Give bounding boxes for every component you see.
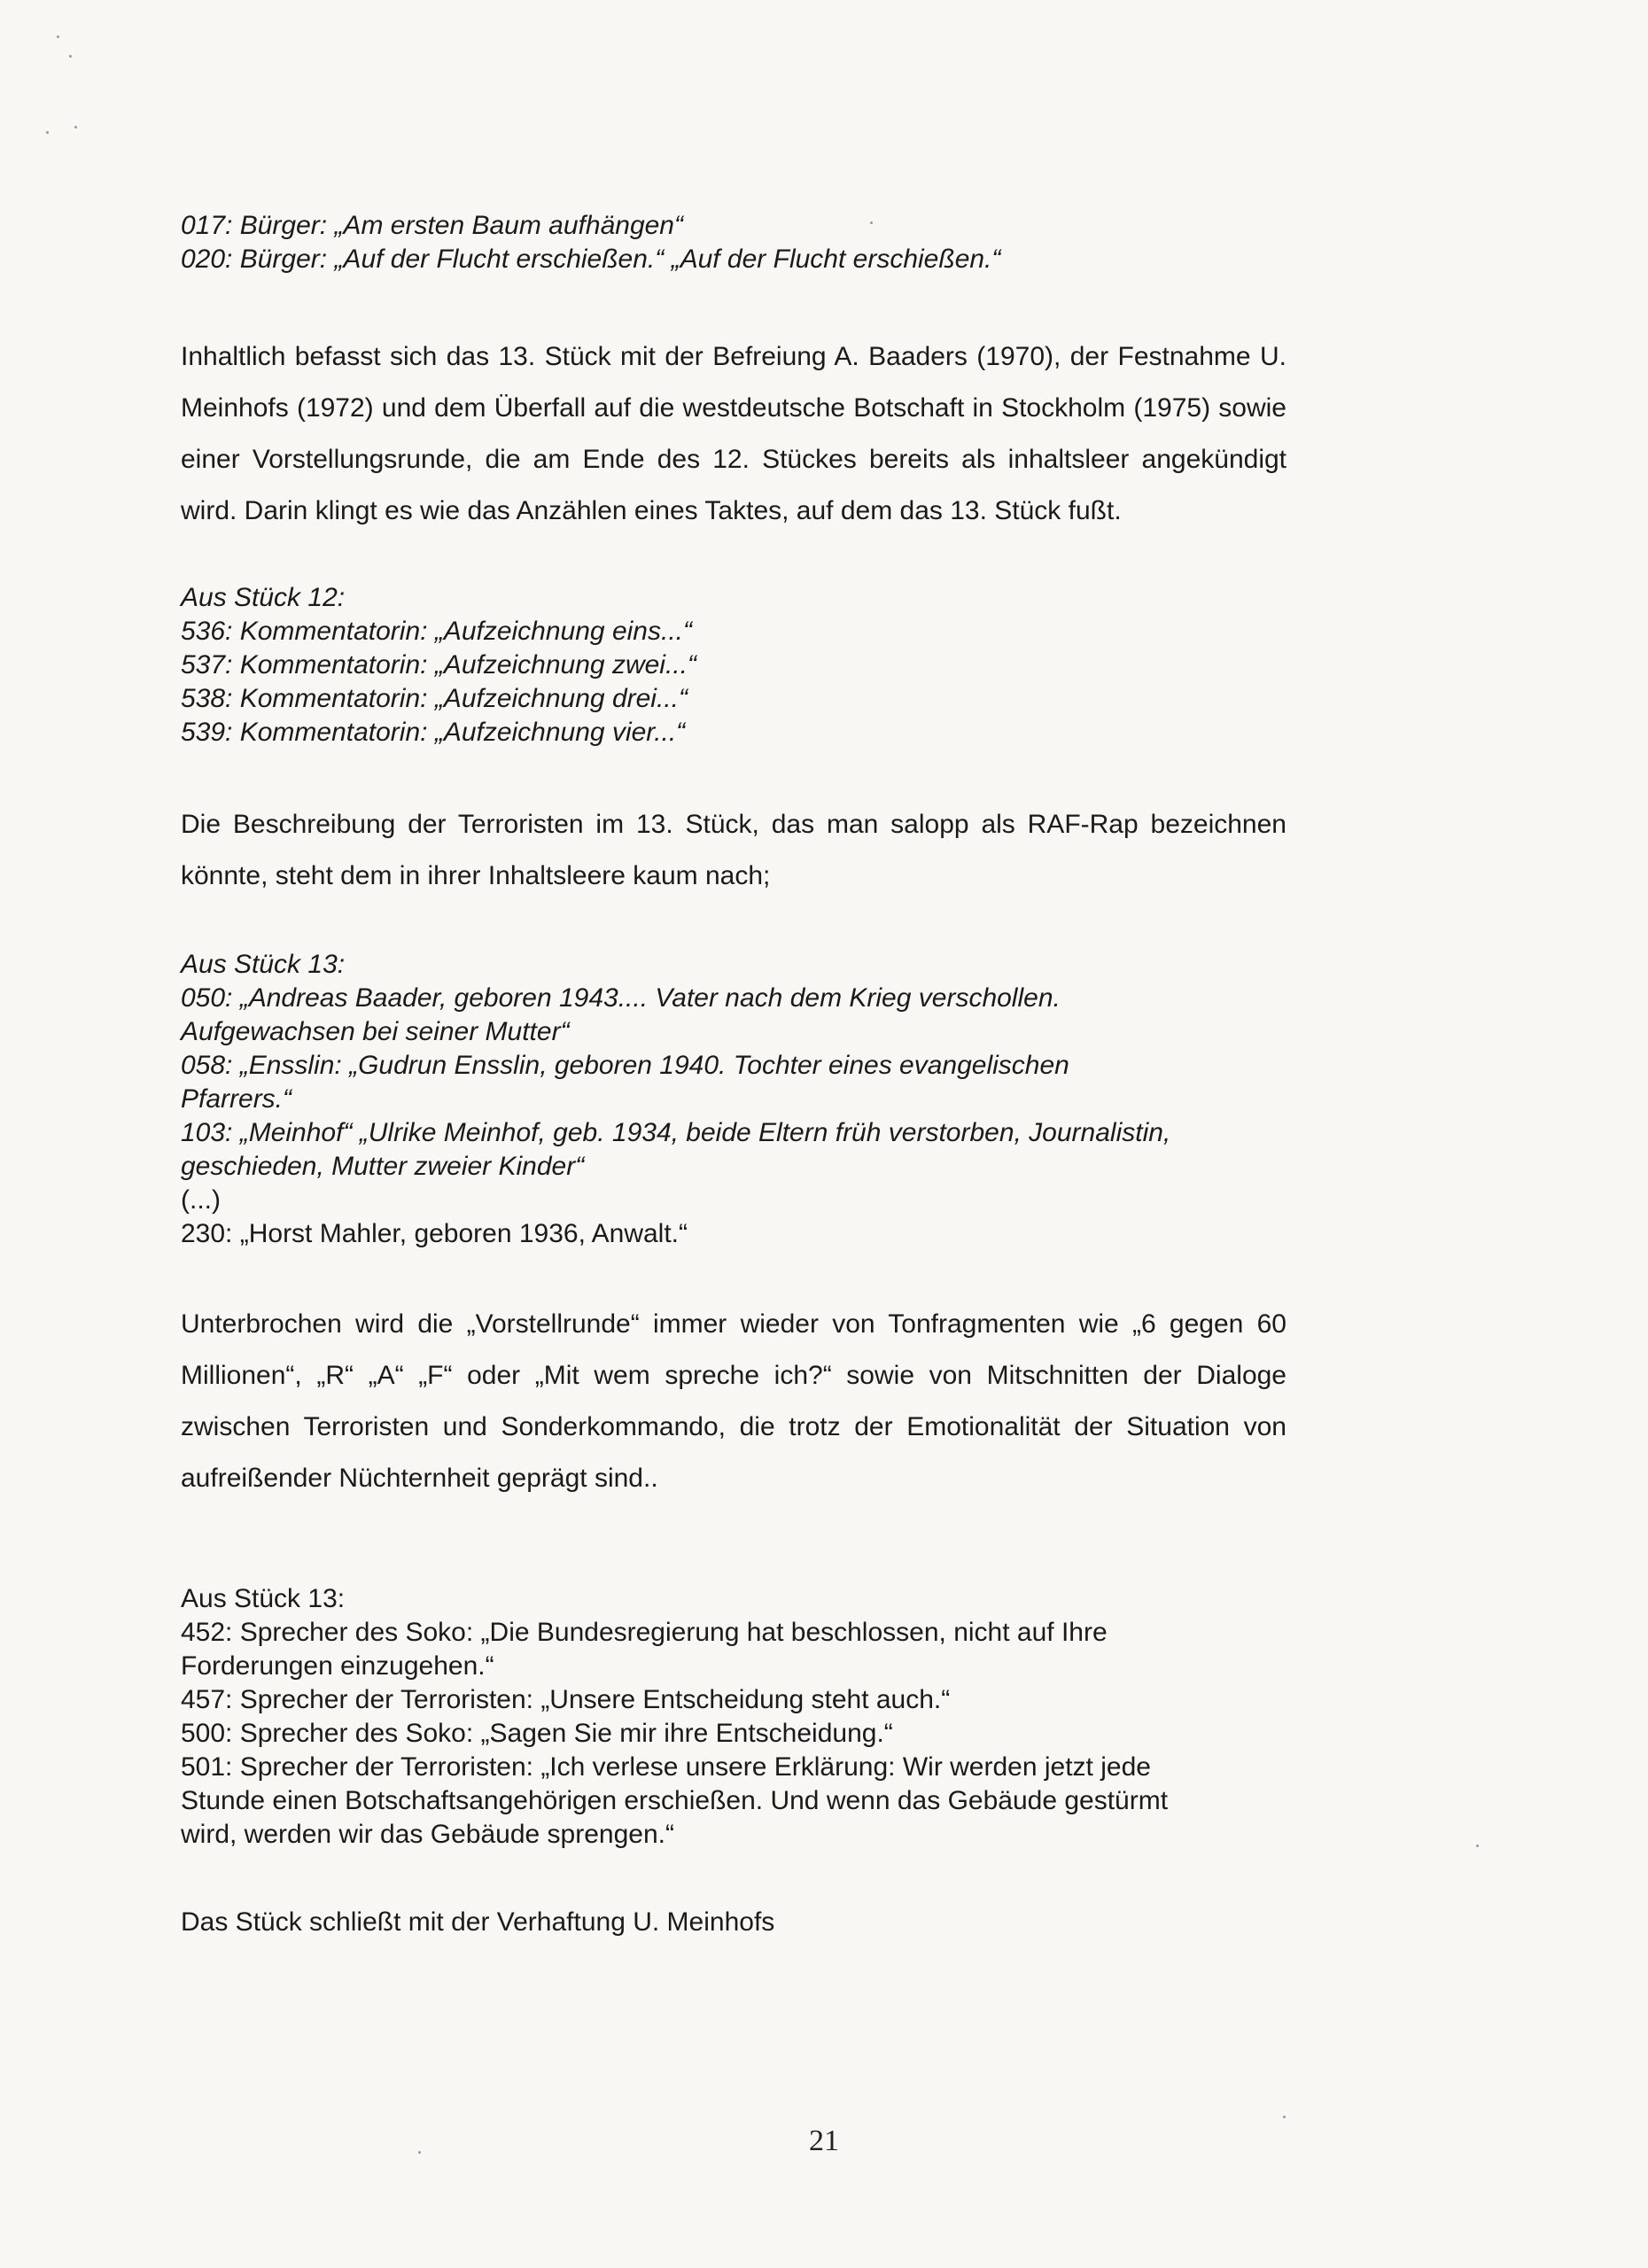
quote-line: 452: Sprecher des Soko: „Die Bundesregierung hat beschlossen, nicht auf Ihre <box>181 1618 1108 1647</box>
quote-line: (...) <box>181 1185 221 1215</box>
quote-line: 538: Kommentatorin: „Aufzeichnung drei...“ <box>181 684 688 713</box>
quote-line: 539: Kommentatorin: „Aufzeichnung vier...“ <box>181 718 686 747</box>
quote-line: geschieden, Mutter zweier Kinder“ <box>181 1152 585 1181</box>
quote-line: 457: Sprecher der Terroristen: „Unsere Entscheidung steht auch.“ <box>181 1685 951 1714</box>
quote-block-buerger <box>181 209 1287 276</box>
quote-block-stueck-12 <box>181 581 1287 750</box>
scan-speck <box>57 35 59 38</box>
quote-line: wird, werden wir das Gebäude sprengen.“ <box>181 1820 674 1849</box>
quote-line: Pfarrers.“ <box>181 1084 292 1114</box>
paragraph-conclusion: Das Stück schließt mit der Verhaftung U. Meinhofs <box>181 1907 775 1937</box>
paragraph-terrorist-description: Die Beschreibung der Terroristen im 13. Stück, das man salopp als RAF-Rap bezeichnen könnte, steht dem in ihrer Inhaltsleere kaum nach; <box>181 810 1287 890</box>
page-body <box>181 209 1287 1940</box>
quote-block-stueck-13-dialogue <box>181 1582 1287 1852</box>
quote-heading: Aus Stück 13: <box>181 1584 346 1613</box>
scan-speck <box>69 55 72 58</box>
quote-line: 017: Bürger: „Am ersten Baum aufhängen“ <box>181 211 683 240</box>
scan-speck <box>46 131 49 134</box>
quote-line: Aufgewachsen bei seiner Mutter“ <box>181 1017 570 1046</box>
quote-line: 500: Sprecher des Soko: „Sagen Sie mir ihre Entscheidung.“ <box>181 1719 893 1748</box>
scan-speck <box>1283 2116 1286 2118</box>
scan-speck <box>1476 1845 1479 1847</box>
paragraph-content-summary: Inhaltlich befasst sich das 13. Stück mit der Befreiung A. Baaders (1970), der Festnahme U. Meinhofs (1972) und dem Überfall auf die westdeutsche Botschaft in Stockholm (1975) sowie einer Vorstellungsrunde, die am Ende des 12. Stückes bereits als inhaltsleer angekündigt wird. Darin klingt es wie das Anzählen eines Taktes, auf dem das 13. Stück fußt. <box>181 342 1287 525</box>
quote-line: 537: Kommentatorin: „Aufzeichnung zwei...“ <box>181 650 696 680</box>
quote-line: Forderungen einzugehen.“ <box>181 1651 494 1681</box>
quote-heading: Aus Stück 12: <box>181 583 346 612</box>
quote-heading: Aus Stück 13: <box>181 950 346 979</box>
quote-line: 020: Bürger: „Auf der Flucht erschießen.“ „Auf der Flucht erschießen.“ <box>181 245 1001 274</box>
quote-line: 058: „Ensslin: „Gudrun Ensslin, geboren 1940. Tochter eines evangelischen <box>181 1051 1069 1080</box>
page-number: 21 <box>809 2124 839 2157</box>
scan-speck <box>74 126 77 128</box>
quote-line: 536: Kommentatorin: „Aufzeichnung eins...“ <box>181 617 692 646</box>
quote-line: 230: „Horst Mahler, geboren 1936, Anwalt.“ <box>181 1219 688 1248</box>
quote-line: Stunde einen Botschaftsangehörigen erschießen. Und wenn das Gebäude gestürmt <box>181 1786 1169 1815</box>
quote-block-stueck-13-introductions <box>181 948 1287 1251</box>
paragraph-sound-fragments: Unterbrochen wird die „Vorstellrunde“ immer wieder von Tonfragmenten wie „6 gegen 60 Millionen“, „R“ „A“ „F“ oder „Mit wem spreche ich?“ sowie von Mitschnitten der Dialoge zwischen Terroristen und Sonderkommando, die trotz der Emotionalität der Situation von aufreißender Nüchternheit geprägt sind.. <box>181 1309 1287 1493</box>
quote-line: 050: „Andreas Baader, geboren 1943.... Vater nach dem Krieg verschollen. <box>181 983 1061 1013</box>
quote-line: 103: „Meinhof“ „Ulrike Meinhof, geb. 1934, beide Eltern früh verstorben, Journalistin, <box>181 1118 1171 1147</box>
quote-line: 501: Sprecher der Terroristen: „Ich verlese unsere Erklärung: Wir werden jetzt jede <box>181 1752 1151 1782</box>
